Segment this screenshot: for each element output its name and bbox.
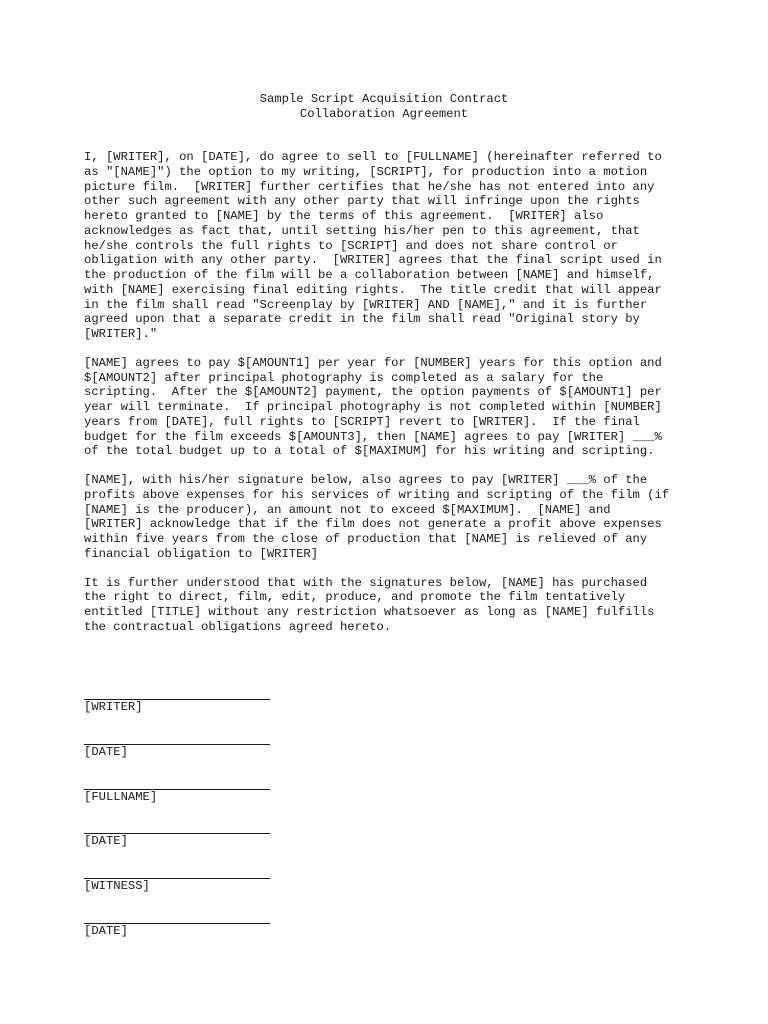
signature-label: [FULLNAME] [84,789,158,804]
contract-paragraph [84,356,704,459]
document-subtitle: Collaboration Agreement [299,107,469,121]
paragraph-line: entitled [TITLE] without any restriction whatsoever as long as [NAME] fulfills [84,605,655,619]
paragraph-line: years from [DATE], full rights to [SCRIPT] revert to [WRITER]. If the final [84,414,640,429]
paragraph-line: the contractual obligations agreed hereto. [84,619,392,634]
paragraph-line: [NAME] agrees to pay $[AMOUNT1] per year for [NUMBER] years for this option and [84,355,662,370]
paragraph-line: budget for the film exceeds $[AMOUNT3], then [NAME] agrees to pay [WRITER] ___% [84,429,662,444]
paragraph-line: [WRITER]." [84,327,158,341]
paragraph-line: of the total budget up to a total of $[MAXIMUM] for his writing and scripting. [84,444,655,459]
paragraph-line: with [NAME] exercising final editing rights. The title credit that will appear [84,282,662,297]
paragraph-line: [NAME] is the producer), an amount not to exceed $[MAXIMUM]. [NAME] and [84,502,611,517]
paragraph-line: [WRITER] acknowledge that if the film does not generate a profit above expenses [84,517,662,532]
paragraph-line: acknowledges as fact that, until setting his/her pen to this agreement, that [84,223,640,238]
paragraph-line: within five years from the close of production that [NAME] is relieved of any [84,532,648,546]
document-title: Sample Script Acquisition Contract [259,92,509,106]
paragraph-line: as "[NAME]") the option to my writing, [SCRIPT], for production into a motion [84,164,648,179]
paragraph-line: I, [WRITER], on [DATE], do agree to sell to [FULLNAME] (hereinafter referred to [84,150,662,164]
paragraph-line: $[AMOUNT2] after principal photography is completed as a salary for the [84,370,604,385]
paragraph-line: financial obligation to [WRITER] [84,546,319,561]
document-header [0,92,768,122]
contract-paragraph [84,473,704,562]
contract-body [84,150,704,649]
signature-label: [DATE] [84,834,128,849]
signature-label: [WRITER] [84,700,143,714]
signature-label: [DATE] [84,744,128,759]
signature-label: [DATE] [84,923,128,938]
contract-paragraph [84,576,704,635]
paragraph-line: in the film shall read "Screenplay by [WRITER] AND [NAME]," and it is further [84,297,648,312]
signature-label: [WITNESS] [84,879,150,894]
paragraph-line: [NAME], with his/her signature below, also agrees to pay [WRITER] ___% of the [84,473,648,487]
paragraph-line: the production of the film will be a collaboration between [NAME] and himself, [84,268,655,282]
paragraph-line: obligation with any other party. [WRITER] agrees that the final script used in [84,253,662,268]
paragraph-line: the right to direct, film, edit, produce, and promote the film tentatively [84,590,626,605]
paragraph-line: he/she controls the full rights to [SCRIPT] and does not share control or [84,238,618,253]
paragraph-line: picture film. [WRITER] further certifies that he/she has not entered into any [84,179,655,194]
paragraph-line: hereto granted to [NAME] by the terms of this agreement. [WRITER] also [84,209,604,223]
paragraph-line: agreed upon that a separate credit in the film shall read "Original story by [84,312,640,327]
contract-paragraph [84,150,704,342]
paragraph-line: other such agreement with any other party that will infringe upon the rights [84,194,640,209]
paragraph-line: year will terminate. If principal photography is not completed within [NUMBER] [84,400,662,414]
paragraph-line: scripting. After the $[AMOUNT2] payment, the option payments of $[AMOUNT1] per [84,385,662,400]
paragraph-line: It is further understood that with the signatures below, [NAME] has purchased [84,575,648,590]
paragraph-line: profits above expenses for his services of writing and scripting of the film (if [84,487,670,502]
